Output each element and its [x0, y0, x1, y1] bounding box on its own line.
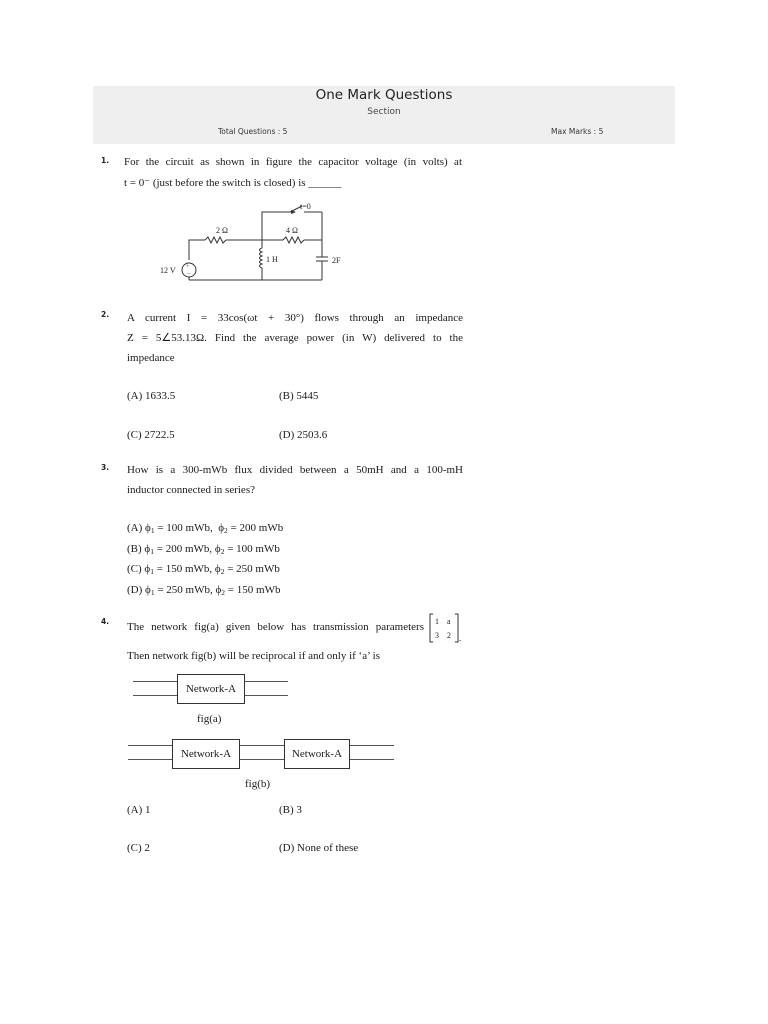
- question-text-line: Z = 5∠53.13Ω. Find the average power (in W) delivered to the: [127, 332, 463, 344]
- question-number: 3.: [101, 463, 110, 472]
- switch-label: t=0: [300, 202, 311, 211]
- option-c: (C) 2722.5: [127, 429, 175, 441]
- max-marks: Max Marks : 5: [551, 127, 604, 136]
- network-a-box: Network-A: [177, 674, 245, 704]
- question-text-line: impedance: [127, 352, 175, 364]
- svg-text:.: .: [459, 633, 462, 643]
- question-text-line: A current I = 33cos(ωt + 30°) flows through an impedance: [127, 312, 463, 324]
- svg-text:+: +: [186, 264, 190, 270]
- option-b: (B) $\phi_1 = 200$ mWb, $\phi_2 = 100$ mWb: [127, 543, 280, 556]
- question-number: 2.: [101, 310, 110, 319]
- option-c: (C) 2: [127, 842, 150, 854]
- section-label: Section: [367, 107, 401, 117]
- fig-b-label: fig(b): [245, 778, 271, 790]
- transmission-matrix: [428, 612, 464, 644]
- question-number: 4.: [101, 617, 110, 626]
- question-text-line: inductor connected in series?: [127, 484, 255, 496]
- port-line: [238, 745, 285, 746]
- option-a: (A) 1633.5: [127, 390, 176, 402]
- port-line: [133, 681, 178, 682]
- circuit-diagram: [150, 198, 370, 288]
- capacitor-label: 2F: [332, 256, 341, 265]
- total-questions: Total Questions : 5: [218, 127, 288, 136]
- port-line: [349, 759, 394, 760]
- resistor-2ohm-label: 2 Ω: [216, 226, 228, 235]
- question-text-line: Then network fig(b) will be reciprocal if and only if ‘a’ is: [127, 650, 381, 662]
- option-d: (D) 2503.6: [279, 429, 328, 441]
- port-line: [238, 759, 285, 760]
- fig-a-label: fig(a): [197, 713, 222, 725]
- option-b: (B) 3: [279, 804, 302, 816]
- option-d: (D) $\phi_1 = 250$ mWb, $\phi_2 = 150$ mWb: [127, 584, 281, 597]
- port-line: [244, 681, 288, 682]
- source-label: 12 V: [160, 266, 176, 275]
- matrix-cell: 2: [447, 631, 451, 640]
- option-c: (C) $\phi_1 = 150$ mWb, $\phi_2 = 250$ mWb: [127, 563, 280, 576]
- svg-text:−: −: [187, 270, 191, 278]
- question-text-line: For the circuit as shown in figure the capacitor voltage (in volts) at: [124, 156, 462, 168]
- option-b: (B) 5445: [279, 390, 319, 402]
- matrix-cell: 3: [435, 631, 439, 640]
- network-a-box: Network-A: [284, 739, 350, 769]
- question-text-line: t = 0⁻ (just before the switch is closed) is ______: [124, 177, 342, 189]
- test-header: [93, 86, 675, 144]
- question-text-line: How is a 300-mWb flux divided between a 50mH and a 100-mH: [127, 464, 463, 476]
- matrix-cell: a: [447, 617, 451, 626]
- port-line: [349, 745, 394, 746]
- inductor-label: 1 H: [266, 255, 278, 264]
- port-line: [128, 745, 173, 746]
- option-a: (A) 1: [127, 804, 151, 816]
- question-text-line: The network fig(a) given below has transmission parameters: [127, 621, 424, 633]
- option-a: (A) $\phi_1 = 100$ mWb, $\phi_2 = 200$ mWb: [127, 522, 284, 535]
- page-title: One Mark Questions: [315, 87, 453, 103]
- option-d: (D) None of these: [279, 842, 359, 854]
- port-line: [128, 759, 173, 760]
- network-a-box: Network-A: [172, 739, 240, 769]
- matrix-cell: 1: [435, 617, 439, 626]
- port-line: [133, 695, 178, 696]
- question-number: 1.: [101, 156, 110, 165]
- resistor-4ohm-label: 4 Ω: [286, 226, 298, 235]
- port-line: [244, 695, 288, 696]
